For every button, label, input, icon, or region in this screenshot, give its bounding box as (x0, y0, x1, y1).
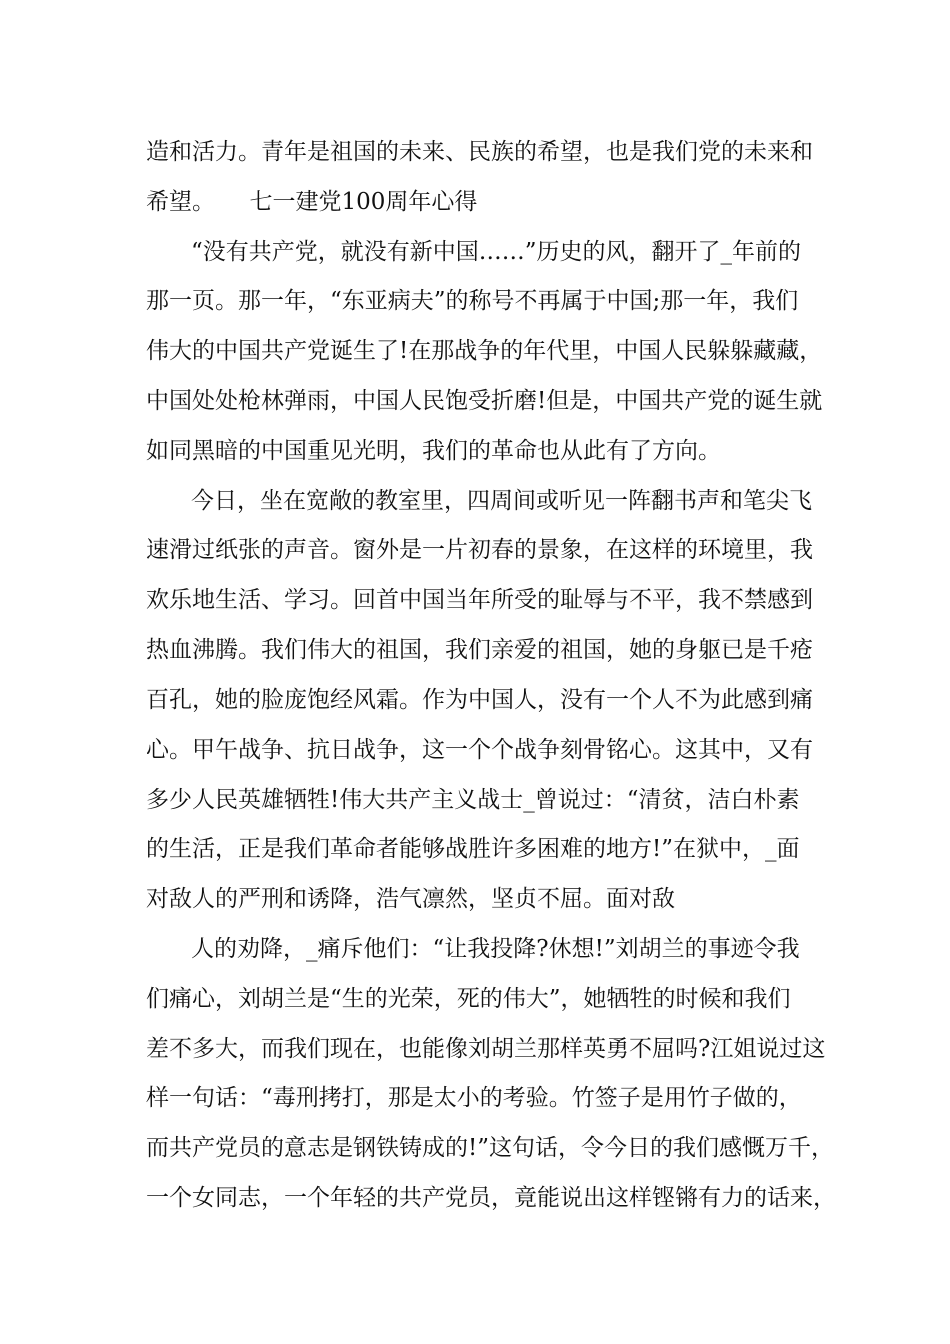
text-line: 那一页。那一年，“东亚病夫”的称号不再属于中国;那一年，我们 (146, 288, 799, 314)
text-line: 热血沸腾。我们伟大的祖国，我们亲爱的祖国，她的身躯已是千疮 (146, 637, 813, 663)
text-line: 心。甲午战争、抗日战争，这一个个战争刻骨铭心。这其中，又有 (146, 737, 813, 763)
text-line: 对敌人的严刑和诱降，浩气凛然，坚贞不屈。面对敌 (146, 886, 675, 912)
text-line: 样一句话：“毒刑拷打，那是太小的考验。竹签子是用竹子做的， (146, 1085, 802, 1111)
text-line: 伟大的中国共产党诞生了!在那战争的年代里，中国人民躲躲藏藏， (146, 338, 823, 364)
text-line: 们痛心，刘胡兰是“生的光荣，死的伟大”，她牺牲的时候和我们 (146, 986, 791, 1012)
paragraph-start-line: 今日，坐在宽敞的教室里，四周间或听见一阵翻书声和笔尖飞 (191, 488, 812, 514)
text-line: 一个女同志，一个年轻的共产党员，竟能说出这样铿锵有力的话来， (146, 1185, 836, 1211)
text-line: 的生活，正是我们革命者能够战胜许多困难的地方!”在狱中，_面 (146, 836, 800, 862)
text-line: 差不多大，而我们现在，也能像刘胡兰那样英勇不屈吗?江姐说过这 (146, 1036, 826, 1062)
text-line: 多少人民英雄牺牲!伟大共产主义战士_曾说过：“清贫，洁白朴素 (146, 787, 800, 813)
paragraph-start-line: “没有共产党，就没有新中国……”历史的风，翻开了_年前的 (191, 239, 802, 265)
text-line: 而共产党员的意志是钢铁铸成的!”这句话，令今日的我们感慨万千， (146, 1135, 835, 1161)
text-line: 欢乐地生活、学习。回首中国当年所受的耻辱与不平，我不禁感到 (146, 587, 813, 613)
text-line: 百孔，她的脸庞饱经风霜。作为中国人，没有一个人不为此感到痛 (146, 687, 813, 713)
text-line: 中国处处枪林弹雨，中国人民饱受折磨!但是，中国共产党的诞生就 (146, 388, 823, 414)
text-line: 希望。 七一建党100周年心得 (146, 189, 478, 215)
text-line: 速滑过纸张的声音。窗外是一片初春的景象，在这样的环境里，我 (146, 537, 813, 563)
text-line: 造和活力。青年是祖国的未来、民族的希望，也是我们党的未来和 (146, 139, 813, 165)
paragraph-start-line: 人的劝降，_痛斥他们：“让我投降?休想!”刘胡兰的事迹令我 (191, 936, 800, 962)
text-line: 如同黑暗的中国重见光明，我们的革命也从此有了方向。 (146, 438, 721, 464)
